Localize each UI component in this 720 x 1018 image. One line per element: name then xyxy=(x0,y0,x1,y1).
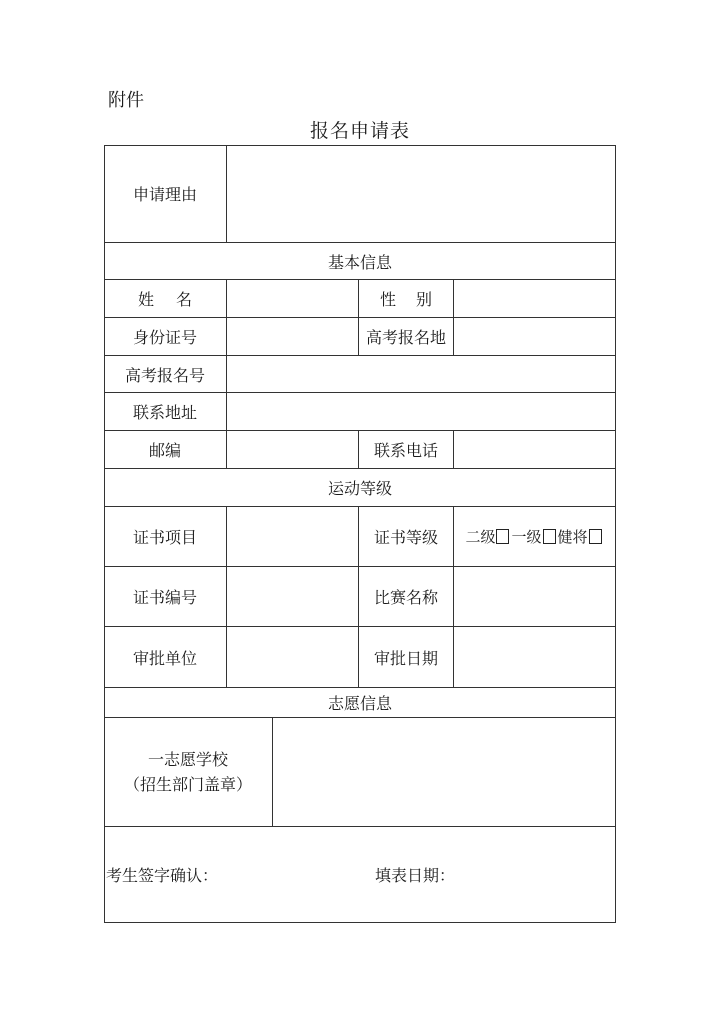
section-choice-info: 志愿信息 xyxy=(327,694,392,713)
approval-unit-label: 审批单位 xyxy=(132,648,197,668)
approval-unit-field[interactable] xyxy=(227,627,358,687)
id-number-label: 身份证号 xyxy=(132,328,197,347)
cert-level-label: 证书等级 xyxy=(373,528,438,547)
section-sports-level: 运动等级 xyxy=(327,479,392,498)
level-1st-checkbox[interactable] xyxy=(543,529,556,544)
postcode-field[interactable] xyxy=(227,431,358,468)
name-char-2: 名 xyxy=(176,290,193,309)
application-form xyxy=(104,145,616,923)
fill-date-label: 填表日期： xyxy=(375,866,456,885)
gender-char-2: 别 xyxy=(416,290,433,309)
approval-date-field[interactable] xyxy=(454,627,615,687)
first-choice-label xyxy=(104,718,272,826)
competition-name-field[interactable] xyxy=(454,567,615,626)
name-label xyxy=(104,280,226,317)
postcode-label: 邮编 xyxy=(148,441,181,460)
level-2nd-checkbox[interactable] xyxy=(496,529,509,544)
signature-label: 考生签字确认： xyxy=(106,866,219,885)
competition-name-label: 比赛名称 xyxy=(373,588,438,607)
gender-char-1: 性 xyxy=(379,290,396,309)
first-choice-title: 一志愿学校 xyxy=(147,750,228,769)
gender-field[interactable] xyxy=(454,280,615,317)
gender-label xyxy=(359,280,453,317)
cert-item-label: 证书项目 xyxy=(132,528,197,547)
section-basic-info: 基本信息 xyxy=(327,252,392,272)
cert-number-label: 证书编号 xyxy=(132,588,197,607)
name-field[interactable] xyxy=(227,280,358,317)
exam-reg-place-label: 高考报名地 xyxy=(365,328,446,347)
level-option-2nd: 二级 xyxy=(465,528,496,546)
phone-field[interactable] xyxy=(454,431,615,468)
exam-reg-place-field[interactable] xyxy=(454,318,615,355)
phone-label: 联系电话 xyxy=(373,441,438,460)
cert-item-field[interactable] xyxy=(227,507,358,566)
address-field[interactable] xyxy=(227,393,615,430)
address-label: 联系地址 xyxy=(132,403,197,422)
first-choice-field[interactable] xyxy=(273,718,615,826)
cert-number-field[interactable] xyxy=(227,567,358,626)
level-option-master: 健将 xyxy=(557,528,588,546)
id-number-field[interactable] xyxy=(227,318,358,355)
reason-field[interactable] xyxy=(227,146,615,242)
first-choice-stamp-note: （招生部门盖章） xyxy=(123,775,252,794)
exam-reg-number-field[interactable] xyxy=(227,356,615,392)
level-option-1st: 一级 xyxy=(511,528,542,546)
form-title: 报名申请表 xyxy=(309,120,410,142)
reason-label: 申请理由 xyxy=(132,185,197,204)
attachment-label: 附件 xyxy=(108,90,144,111)
name-char-1: 姓 xyxy=(137,290,154,309)
level-master-checkbox[interactable] xyxy=(589,529,602,544)
exam-reg-number-label: 高考报名号 xyxy=(124,365,205,385)
cert-level-options xyxy=(454,507,615,566)
approval-date-label: 审批日期 xyxy=(373,648,438,668)
